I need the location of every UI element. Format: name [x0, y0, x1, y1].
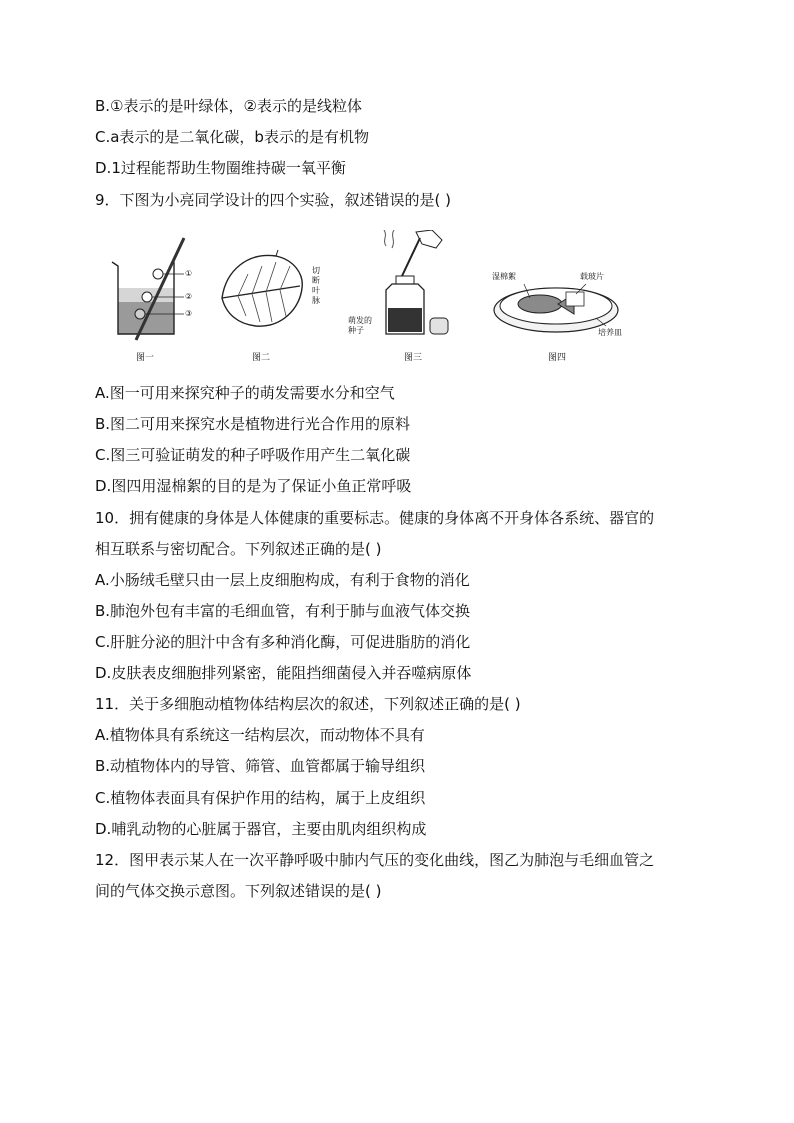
fig1-label-1: ① — [185, 269, 193, 278]
fig1-caption: 图一 — [136, 353, 155, 363]
q11-option-b: B.动植物体内的导管、筛管、血管都属于输导组织 — [95, 757, 426, 775]
fig2-label: 切断叶脉 — [312, 266, 320, 305]
petri-dish-illustration — [488, 230, 628, 342]
q9-option-d: D.图四用湿棉絮的目的是为了保证小鱼正常呼吸 — [95, 477, 412, 495]
fig2-caption: 图二 — [252, 353, 271, 363]
fig1-label-3: ③ — [185, 309, 193, 318]
question-9-stem: 9．下图为小亮同学设计的四个实验，叙述错误的是( ) — [95, 191, 452, 209]
q9-option-c: C.图三可验证萌发的种子呼吸作用产生二氧化碳 — [95, 446, 411, 464]
q11-option-a: A.植物体具有系统这一结构层次，而动物体不具有 — [95, 726, 425, 744]
q10-option-a: A.小肠绒毛壁只由一层上皮细胞构成，有利于食物的消化 — [95, 571, 470, 589]
beaker-illustration — [108, 230, 208, 342]
text-line-1: B.①表示的是叶绿体，②表示的是线粒体 — [95, 97, 362, 115]
q10-option-d: D.皮肤表皮细胞排列紧密，能阻挡细菌侵入并吞噬病原体 — [95, 664, 472, 682]
question-11-stem: 11．关于多细胞动植物体结构层次的叙述，下列叙述正确的是( ) — [95, 695, 521, 713]
fig4-label-cotton: 湿棉絮 — [492, 272, 516, 281]
question-12-stem-2: 间的气体交换示意图。下列叙述错误的是( ) — [95, 882, 382, 900]
question-10-stem-2: 相互联系与密切配合。下列叙述正确的是( ) — [95, 540, 382, 558]
leaf-illustration — [218, 230, 308, 342]
fig3-label: 萌发的种子 — [348, 316, 372, 335]
question-10-stem-1: 10．拥有健康的身体是人体健康的重要标志。健康的身体离不开身体各系统、器官的 — [95, 509, 655, 527]
fig1-label-2: ② — [185, 292, 193, 301]
text-line-2: C.a表示的是二氧化碳，b表示的是有机物 — [95, 128, 369, 146]
q11-option-c: C.植物体表面具有保护作用的结构，属于上皮组织 — [95, 789, 426, 807]
figures-row — [108, 230, 628, 365]
figure-4 — [488, 230, 628, 365]
q11-option-d: D.哺乳动物的心脏属于器官，主要由肌肉组织构成 — [95, 820, 427, 838]
text-line-3: D.1过程能帮助生物圈维持碳一氧平衡 — [95, 159, 346, 177]
fig4-label-slide: 载玻片 — [580, 272, 604, 281]
q10-option-c: C.肝脏分泌的胆汁中含有多种消化酶，可促进脂肪的消化 — [95, 633, 471, 651]
fig3-caption: 图三 — [404, 353, 423, 363]
q9-option-a: A.图一可用来探究种子的萌发需要水分和空气 — [95, 384, 395, 402]
figure-1 — [108, 230, 208, 365]
fig4-caption: 图四 — [548, 353, 567, 363]
figure-2 — [218, 230, 333, 365]
q10-option-b: B.肺泡外包有丰富的毛细血管，有利于肺与血液气体交换 — [95, 602, 471, 620]
figure-3 — [348, 230, 473, 365]
fig4-label-dish: 培养皿 — [598, 328, 622, 337]
question-12-stem-1: 12．图甲表示某人在一次平静呼吸中肺内气压的变化曲线，图乙为肺泡与毛细血管之 — [95, 851, 655, 869]
q9-option-b: B.图二可用来探究水是植物进行光合作用的原料 — [95, 415, 411, 433]
